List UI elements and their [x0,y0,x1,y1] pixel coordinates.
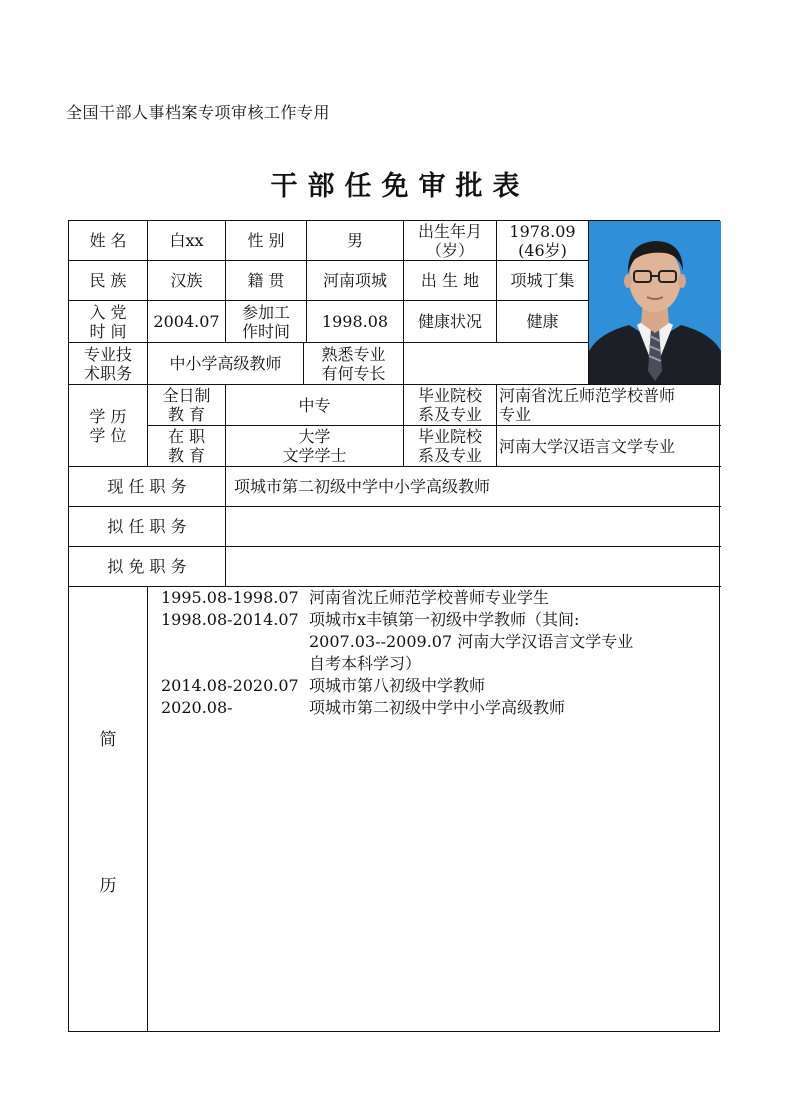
education-label: 学 历 学 位 [69,385,148,467]
specialty-value [404,343,589,385]
resume-label-2: 历 [99,876,117,896]
work-start-label: 参加工 作时间 [226,301,307,343]
professional-title-value: 中小学高级教师 [148,343,304,385]
portrait-photo [589,221,721,385]
ethnicity-value: 汉族 [148,261,226,301]
native-place-label: 籍 贯 [226,261,307,301]
proposed-post-value [226,507,721,547]
fulltime-school-label: 毕业院校 系及专业 [404,385,497,426]
health-value: 健康 [497,301,589,343]
ethnicity-label: 民 族 [69,261,148,301]
birth-label: 出生年月 （岁） [404,221,497,261]
resume-label-1: 简 [99,730,117,750]
native-place-value: 河南项城 [307,261,404,301]
current-post-value: 项城市第二初级中学中小学高级教师 [226,467,721,507]
name-value: 白xx [148,221,226,261]
birth-value: 1978.09 (46岁) [497,221,589,261]
header-note: 全国干部人事档案专项审核工作专用 [66,103,331,122]
inservice-school-value: 河南大学汉语言文学专业 [497,426,721,467]
resume-row: 2020.08- 项城市第二初级中学中小学高级教师 [161,698,566,717]
inservice-school-label: 毕业院校 系及专业 [404,426,497,467]
health-label: 健康状况 [404,301,497,343]
gender-value: 男 [307,221,404,261]
work-start-value: 1998.08 [307,301,404,343]
appointment-form [68,220,720,1032]
form-title: 干部任免审批表 [270,171,530,202]
resume-row: 1995.08-1998.07 河南省沈丘师范学校普师专业学生 [161,588,550,607]
birthplace-value: 项城丁集 [497,261,589,301]
birthplace-label: 出 生 地 [404,261,497,301]
professional-title-label: 专业技 术职务 [69,343,148,385]
inservice-label: 在 职 教 育 [148,426,226,467]
proposed-removal-label: 拟 免 职 务 [69,547,226,587]
inservice-degree-value: 大学 文学学士 [226,426,404,467]
proposed-post-label: 拟 任 职 务 [69,507,226,547]
resume-row: 2007.03--2009.07 河南大学汉语言文学专业 [309,632,634,651]
resume-list [147,587,719,719]
fulltime-degree-value: 中专 [226,385,404,426]
resume-row: 1998.08-2014.07 项城市x丰镇第一初级中学教师（其间: [161,610,580,629]
current-post-label: 现 任 职 务 [69,467,226,507]
gender-label: 性 别 [226,221,307,261]
specialty-label: 熟悉专业 有何专长 [304,343,404,385]
fulltime-school-value: 河南省沈丘师范学校普师 专业 [497,385,721,426]
proposed-removal-value [226,547,721,587]
fulltime-label: 全日制 教 育 [148,385,226,426]
name-label: 姓 名 [69,221,148,261]
resume-row: 2014.08-2020.07 项城市第八初级中学教师 [161,676,486,695]
party-join-label: 入 党 时 间 [69,301,148,343]
resume-row: 自考本科学习） [309,654,422,673]
party-join-value: 2004.07 [148,301,226,343]
portrait-image [589,221,721,385]
